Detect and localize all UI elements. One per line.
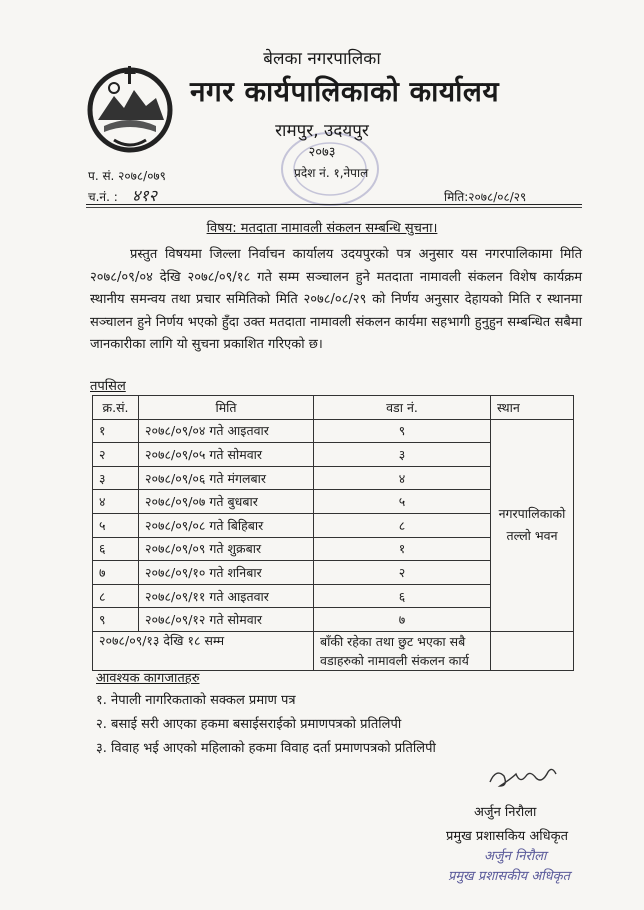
row-ward: २ bbox=[314, 561, 491, 585]
office-title: नगर कार्यपालिकाको कार्यालय bbox=[190, 75, 500, 108]
row-ward: १ bbox=[314, 537, 491, 561]
established-year: २०७३ bbox=[308, 145, 336, 160]
row-serial: ४ bbox=[93, 490, 139, 514]
row-date: २०७८/०९/११ गते आइतवार bbox=[139, 584, 314, 608]
row-serial: १ bbox=[93, 419, 139, 443]
row-date: २०७८/०९/०९ गते शुक्रबार bbox=[139, 537, 314, 561]
municipality-name: बेलका नगरपालिका bbox=[263, 49, 381, 69]
annex-title: तपसिल bbox=[90, 379, 126, 394]
required-document-item: ३. विवाह भई आएको महिलाको हकमा विवाह दर्ता प्रमाणपत्रको प्रतिलिपी bbox=[96, 741, 436, 756]
row-date: २०७८/०९/१० गते शनिबार bbox=[139, 561, 314, 585]
office-location: रामपुर, उदयपुर bbox=[275, 121, 369, 141]
row-date: २०७८/०९/०४ गते आइतवार bbox=[139, 419, 314, 443]
row-ward: ९ bbox=[314, 419, 491, 443]
header-date: मिति bbox=[139, 396, 314, 420]
row-serial: ३ bbox=[93, 466, 139, 490]
row-ward: ५ bbox=[314, 490, 491, 514]
stamp-name: अर्जुन निरौला bbox=[484, 849, 547, 864]
required-document-item: १. नेपाली नागरिकताको सक्कल प्रमाण पत्र bbox=[96, 693, 296, 708]
table-header-row bbox=[93, 396, 574, 420]
required-document-item: २. बसाई सरी आएका हकमा बसाईसराईको प्रमाणपत्रको प्रतिलिपी bbox=[96, 717, 402, 732]
row-date: २०७८/०९/०५ गते सोमवार bbox=[139, 443, 314, 467]
province-label: प्रदेश नं. १,नेपाल bbox=[294, 166, 369, 180]
final-remark: बाँकी रहेका तथा छुट भएका सबै वडाहरुको नामावली संकलन कार्य bbox=[314, 631, 491, 670]
header-ward: वडा नं. bbox=[314, 396, 491, 420]
signatory-title: प्रमुख प्रशासकिय अधिकृत bbox=[446, 829, 569, 844]
dispatch-number-value: ४१२ bbox=[132, 186, 157, 205]
subject-line bbox=[0, 218, 644, 236]
handwritten-signature-icon bbox=[486, 760, 560, 794]
row-ward: ६ bbox=[314, 584, 491, 608]
table-row bbox=[93, 419, 574, 443]
notice-body: प्रस्तुत विषयमा जिल्ला निर्वाचन कार्यालय उदयपुरको पत्र अनुसार यस नगरपालिकामा मिति २०७८/०९/०४ देखि २०७८/०९/१८ गते सम्म सञ्चालन हुने मतदाता नामावली संकलन विशेष कार्यक्रम स्थानीय समन्वय तथा प्रचार समितिको मिति २०७८/०८/२९ को निर्णय अनुसार देहायको मिति र स्थानमा सञ्चालन हुने निर्णय भएको हुँदा उक्त मतदाता नामावली संकलन कार्यमा सहभागी हुनुहुन सम्बन्धित सबैमा जानकारीका लागि यो सुचना प्रकाशित गरिएको छ। bbox=[90, 247, 582, 352]
dispatch-number-label: च.नं. : bbox=[88, 190, 118, 204]
row-ward: ७ bbox=[314, 608, 491, 632]
subject-text: विषय: मतदाता नामावली संकलन सम्बन्धि सुचना। bbox=[206, 221, 438, 236]
table-row-final bbox=[93, 631, 574, 670]
row-ward: ४ bbox=[314, 466, 491, 490]
row-serial: ५ bbox=[93, 513, 139, 537]
row-serial: ८ bbox=[93, 584, 139, 608]
row-date: २०७८/०९/१२ गते सोमवार bbox=[139, 608, 314, 632]
schedule-table bbox=[92, 395, 574, 671]
stamp-title: प्रमुख प्रशासकीय अधिकृत bbox=[448, 869, 571, 884]
row-date: २०७८/०९/०७ गते बुधबार bbox=[139, 490, 314, 514]
header-venue: स्थान bbox=[491, 396, 574, 420]
row-ward: ३ bbox=[314, 443, 491, 467]
reference-number: प. सं. २०७८/०७९ bbox=[88, 169, 166, 183]
row-serial: ७ bbox=[93, 561, 139, 585]
row-ward: ८ bbox=[314, 513, 491, 537]
signatory-name: अर्जुन निरौला bbox=[474, 805, 537, 820]
header-serial: क्र.सं. bbox=[93, 396, 139, 420]
header-divider-secondary bbox=[86, 207, 582, 208]
venue-cell: नगरपालिकाको तल्लो भवन bbox=[491, 419, 574, 631]
final-venue-empty bbox=[491, 631, 574, 670]
required-documents-title: आवश्यक कागजातहरु bbox=[96, 671, 200, 686]
row-date: २०७८/०९/०८ गते बिहिबार bbox=[139, 513, 314, 537]
row-serial: ६ bbox=[93, 537, 139, 561]
row-serial: ९ bbox=[93, 608, 139, 632]
final-date-range: २०७८/०९/१३ देखि १८ सम्म bbox=[93, 631, 314, 670]
letter-date: मिति:२०७८/०८/२९ bbox=[444, 190, 527, 204]
row-date: २०७८/०९/०६ गते मंगलबार bbox=[139, 466, 314, 490]
header-divider bbox=[86, 204, 582, 205]
row-serial: २ bbox=[93, 443, 139, 467]
